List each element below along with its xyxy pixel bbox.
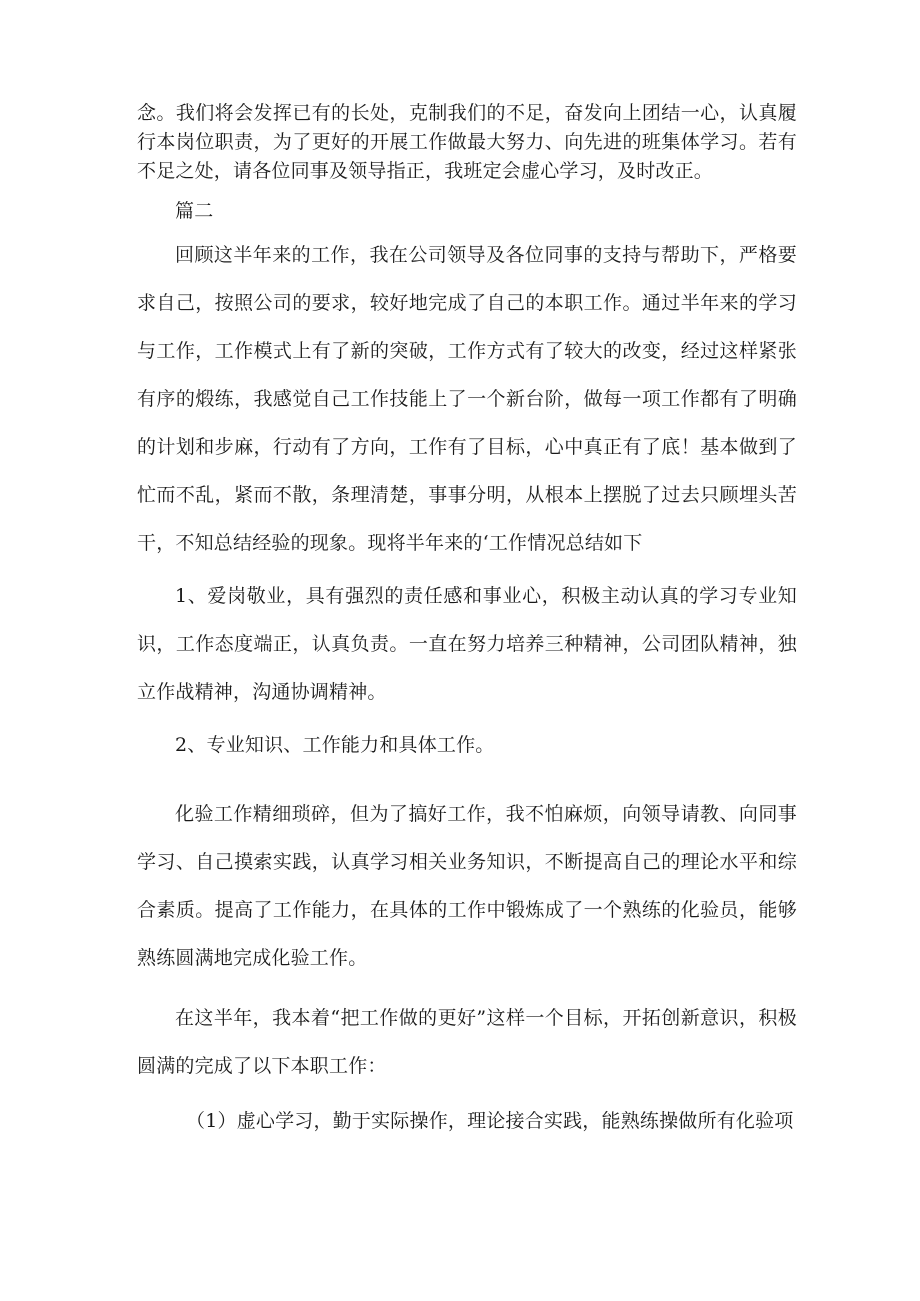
section-heading: 篇二 [175, 200, 214, 222]
paragraph-review: 回顾这半年来的工作，我在公司领导及各位同事的支持与帮助下，严格要求自己，按照公司的要求，较好地完成了自己的本职工作。通过半年来的学习与工作，工作模式上有了新的突破，工作方式有了较大的改变，经过这样紧张有序的煅练，我感觉自己工作技能上了一个新台阶，做每一项工作都有了明确的计划和步麻，行动有了方向，工作有了目标，心中真正有了底！基本做到了忙而不乱，紧而不散，条理清楚，事事分明，从根本上摆脱了过去只顾埋头苦干，不知总结经验的现象。现将半年来的‘工作情况总结如下 [137, 244, 797, 554]
list-item-1: 1、爱岗敬业，具有强烈的责任感和事业心，积极主动认真的学习专业知识，工作态度端正，认真负责。一直在努力培养三种精神，公司团队精神，独立作战精神，沟通协调精神。 [137, 585, 797, 703]
list-item-2: 2、专业知识、工作能力和具体工作。 [175, 734, 495, 756]
intro-paragraph: 念。我们将会发挥已有的长处，克制我们的不足，奋发向上团结一心，认真履行本岗位职责，为了更好的开展工作做最大努力、向先进的班集体学习。若有不足之处，请各位同事及领导指正，我班定会虚心学习，及时改正。 [137, 102, 797, 182]
paragraph-lab: 化验工作精细琐碎，但为了搞好工作，我不怕麻烦，向领导请教、向同事学习、自己摸索实践，认真学习相关业务知识，不断提高自己的理论水平和综合素质。提高了工作能力，在具体的工作中锻炼成了一个熟练的化验员，能够熟练圆满地完成化验工作。 [137, 803, 797, 969]
paragraph-goal: 在这半年，我本着“把工作做的更好”这样一个目标，开拓创新意识，积极圆满的完成了以下本职工作： [137, 1007, 797, 1077]
sub-item-1: （1）虚心学习，勤于实际操作，理论接合实践，能熟练操做所有化验项 [186, 1110, 794, 1132]
